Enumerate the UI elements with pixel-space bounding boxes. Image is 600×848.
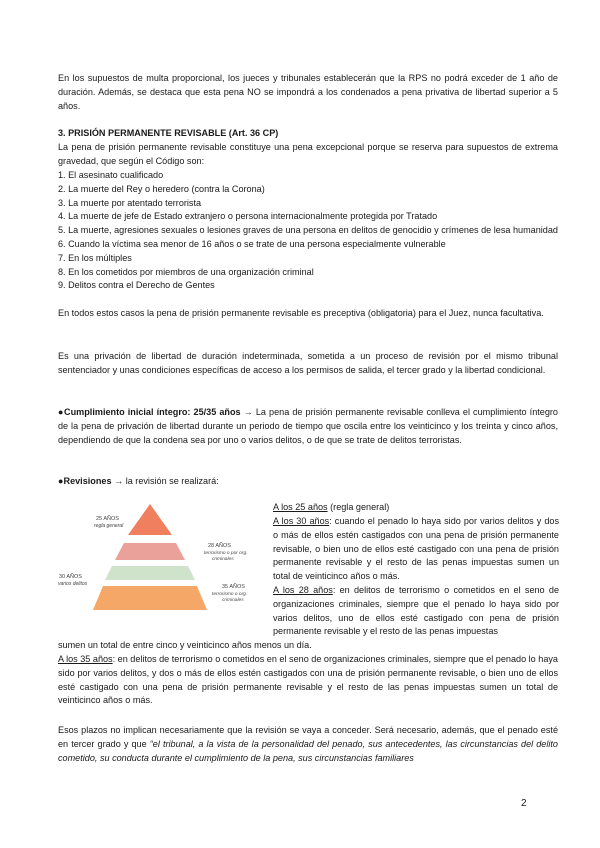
revision-25-label: A los 25 años [273, 502, 328, 512]
arrow-icon: → [114, 476, 124, 486]
crime-list [58, 169, 558, 293]
list-item: 9. Delitos contra el Derecho de Gentes [58, 280, 215, 291]
list-item: 3. La muerte por atentado terrorista [58, 197, 202, 208]
list-item: 1. El asesinato cualificado [58, 170, 164, 180]
pyramid-tier-30 [105, 566, 195, 580]
bullet: ● [58, 476, 64, 486]
final-quote: “el tribunal, a la vista de la personalidad del penado, sus antecedentes, las circunstancias del delito cometido, su conducta durante el cumplimiento de la pena, sus circunstancias familiares [58, 738, 558, 763]
page-number: 2 [521, 798, 527, 809]
bullet: ● [58, 407, 65, 417]
pyramid-tier-28 [115, 543, 185, 560]
pyramid-sublabel-28: terrorismo o por org. [204, 551, 248, 556]
pyramid-sublabel-35b: criminales [222, 598, 244, 603]
pyramid-sublabel-35: terrorismo o org. [212, 592, 248, 597]
pyramid-tier-25 [128, 504, 172, 535]
definition-paragraph: Es una privación de libertad de duración indeterminada, sometida a un proceso de revisión por el mismo tribunal sentenciador y unas condiciones específicas de acceso a los permisos de salida, el tercer grado y la libertad condicional. [58, 351, 558, 375]
cumplimiento-paragraph [58, 406, 558, 447]
pyramid-sublabel-30: varios delitos [58, 581, 88, 587]
revision-35 [58, 653, 558, 708]
pyramid-label-35: 35 AÑOS [222, 584, 245, 590]
list-item: 5. La muerte, agresiones sexuales o lesiones graves de una persona en delitos de genocidio y crímenes de lesa humanidad [58, 225, 558, 236]
cumplimiento-label: Cumplimiento inicial íntegro: 25/35 años [64, 407, 241, 417]
revision-28-label: A los 28 años [273, 585, 333, 595]
pyramid-sublabel-28b: criminales [212, 557, 234, 562]
final-paragraph [58, 724, 558, 765]
revision-28-text: : en delitos de terrorismo o cometidos en el seno de organizaciones criminales, siempre que el penado lo haya sido por varios delitos, uno de ellos esté castigado con pena de prisión permanente revisable y el resto de las penas impuestas [273, 585, 559, 637]
intro-paragraph: En los supuestos de multa proporcional, los jueces y tribunales establecerán que la RPS no podrá exceder de 1 año de duración. Además, se destaca que esta pena NO se impondrá a los condenados a pena privativa de libertad superior a 5 años. [58, 73, 558, 111]
revision-25 [273, 501, 559, 515]
revision-28-continued: sumen un total de entre cinco y veinticinco años menos un día. [58, 640, 312, 650]
revision-pyramid [58, 500, 268, 622]
pyramid-label-25: 25 AÑOS [96, 516, 119, 522]
pyramid-label-28: 28 AÑOS [208, 543, 231, 549]
final-text: Esos plazos no implican necesariamente que la revisión se vaya a conceder. Será necesario, además, que el penado esté en tercer grado y que [58, 725, 558, 749]
pyramid-tier-35 [93, 586, 207, 610]
section-heading-text: 3. PRISIÓN PERMANENTE REVISABLE (Art. 36 CP) [58, 128, 279, 138]
revision-30-label: A los 30 años [273, 516, 330, 526]
closing-paragraph: En todos estos casos la pena de prisión permanente revisable es preceptiva (obligatoria) para el Juez, nunca facultativa. [58, 308, 544, 318]
revision-28 [273, 584, 559, 639]
revision-25-text: (regla general) [327, 502, 390, 512]
list-item: 8. En los cometidos por miembros de una organización criminal [58, 266, 314, 277]
section-heading [58, 127, 558, 141]
revision-35-label: A los 35 años [58, 654, 113, 664]
revision-30 [273, 515, 559, 584]
list-item: 4. La muerte de jefe de Estado extranjero o persona internacionalmente protegida por Tratado [58, 211, 438, 222]
revision-30-text: : cuando el penado lo haya sido por varios delitos y dos o más de ellos estén castigados con una pena de prisión permanente revisable, o bien uno de ellos esté castigado con una pena de prisión permanente revisable y el resto de las penas impuestas sumen un total de veinticinco años o más. [273, 516, 559, 582]
list-item: 2. La muerte del Rey o heredero (contra la Corona) [58, 183, 265, 194]
list-item: 6. Cuando la víctima sea menor de 16 años o se trate de una persona especialmente vulnerable [58, 238, 446, 249]
revisiones-text: la revisión se realizará: [125, 476, 219, 486]
cumplimiento-text: La pena de prisión permanente revisable conlleva el cumplimiento íntegro de la pena de privación de libertad durante un periodo de tiempo que oscila entre los veinticinco y los treinta y cinco años, dependiendo de que la condena sea por uno o varios delitos, o de que se trate de delitos terroristas. [58, 407, 558, 445]
revisiones-label: Revisiones [63, 476, 112, 486]
section-lead: La pena de prisión permanente revisable constituye una pena excepcional porque se reserva para supuestos de extrema gravedad, que según el Código son: [58, 142, 558, 166]
arrow-icon: → [243, 407, 253, 417]
revisiones-heading [58, 475, 558, 489]
pyramid-label-30: 30 AÑOS [59, 574, 82, 580]
list-item: 7. En los múltiples [58, 252, 132, 263]
revision-35-text: : en delitos de terrorismo o cometidos en el seno de organizaciones criminales, siempre que el penado lo haya sido por varios delitos, y dos o más de ellos estén castigados con una de prisión permanente revisable, o bien uno de ellos esté castigado con una pena de prisión permanente revisable y el resto de las penas impuestas sumen un total de veinticinco años o más. [58, 654, 558, 706]
pyramid-sublabel-25: regla general [94, 523, 124, 529]
